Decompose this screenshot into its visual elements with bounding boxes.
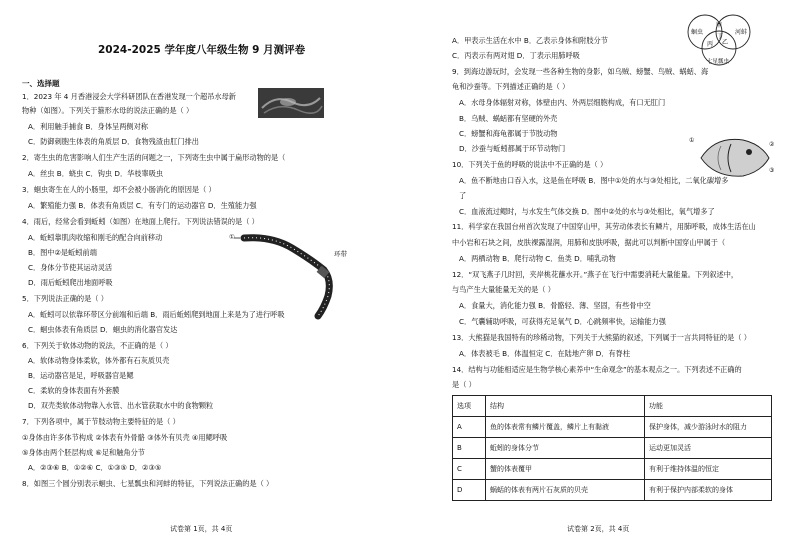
option-line: C．气囊辅助呼吸，可获得充足氧气 D．心跳频率快，运输能力强 (459, 317, 666, 326)
exam-title: 2024-2025 学年度八年级生物 9 月测评卷 (98, 44, 306, 56)
question-line: ①身体由许多体节构成 ②体表有外骨骼 ③体外有贝壳 ④用鳃呼吸 (22, 433, 228, 442)
question-line: 9．到海边游玩时，会发现一些各种生物的身影，如乌贼、螃蟹、鸟贼、蜗蛞、海 (452, 67, 709, 76)
venn-label-b: 河蚌 (735, 29, 748, 36)
table-header-row (453, 396, 772, 417)
table-cell: 蟹的体表覆甲 (486, 459, 645, 480)
venn-label-bing: 丙 (707, 41, 714, 48)
earthworm-label-ring: 环带 (334, 250, 347, 258)
option-line: C．丙表示有两对翅 D．丁表示用肺呼吸 (452, 51, 580, 60)
question-line: 2．寄生虫的危害影响人们生产生活的问题之一，下列寄生虫中属于扁形动物的是（ (22, 153, 286, 162)
question-line: 1．2023 年 4 月香港浸会大学科研团队在香港发现一个超吊水母新 (22, 92, 236, 101)
question-line: 14．结构与功能相适应是生物学核心素养中“生命观念”的基本观点之一。下列表述不正确的 (452, 365, 742, 374)
table-cell: 蚯蚓的身体分节 (486, 438, 645, 459)
question-line: ⑤身体由两个胚层构成 ⑥足和触角分节 (22, 448, 145, 457)
option-line: A．两栖动物 B．爬行动物 C．鱼类 D．哺乳动物 (459, 254, 616, 263)
option-line: B．运动器官是足，呼吸器官是鳃 (28, 371, 134, 380)
option-line: A．体表被毛 B．体温恒定 C．在陆地产卵 D．有脊柱 (459, 349, 631, 358)
venn-label-a: 蛔虫 (691, 29, 704, 36)
table-cell: 蜗蛞的体表有两片石灰质的贝壳 (486, 480, 645, 501)
section-heading: 一、选择题 (22, 79, 60, 88)
venn-label-c: 七星瓢虫 (707, 59, 730, 65)
option-line: C．身体分节使其运动灵活 (28, 263, 113, 272)
venn-label-jia: 甲 (716, 22, 723, 29)
option-line: C．柔软的身体表面有外套膜 (28, 386, 120, 395)
right-page (397, 0, 794, 554)
table-cell: D (453, 480, 486, 501)
venn-diagram (677, 8, 761, 70)
earthworm-figure (232, 228, 352, 320)
question-line: 10．下列关于鱼的呼吸的说法中不正确的是（ ） (452, 160, 608, 169)
table-cell: C (453, 459, 486, 480)
jellyfish-photo (258, 88, 324, 118)
structure-function-table (452, 395, 772, 501)
question-line: 3．蛔虫寄生在人的小肠里，却不会被小肠消化的原因是（ ） (22, 185, 216, 194)
table-cell: A (453, 417, 486, 438)
table-cell: 保护身体，减少游泳时水的阻力 (645, 417, 772, 438)
question-line: 4．雨后，经常会看到蚯蚓（如图）在地面上爬行。下列说法错误的是（ ） (22, 217, 259, 226)
fish-label-2: ② (769, 141, 775, 148)
question-line: 6．下列关于软体动物的说法，不正确的是（ ） (22, 341, 173, 350)
earthworm-label-1: ① (229, 233, 235, 241)
table-row (453, 459, 772, 480)
table-header-cell: 功能 (645, 396, 772, 417)
question-line: 5．下列说法正确的是（ ） (22, 294, 108, 303)
table-row (453, 417, 772, 438)
option-line: A．②③⑥ B．①②⑥ C．①③⑤ D．②③⑤ (28, 463, 162, 472)
venn-label-yi: 乙 (722, 39, 729, 46)
question-line: 是（ ） (452, 380, 476, 389)
option-line: 了 (459, 191, 467, 200)
option-line: A．蚯蚓靠肌肉收缩和刚毛的配合向前移动 (28, 233, 163, 242)
option-line: A．甲表示生活在水中 B．乙表示身体和附肢分节 (452, 36, 608, 45)
page-footer: 试卷第 1页，共 4页 (170, 525, 233, 533)
table-row (453, 480, 772, 501)
option-line: D．沙蚕与蚯蚓都属于环节动物门 (459, 144, 566, 153)
question-line: 8．如图三个圆分别表示蛔虫、七星瓢虫和河蚌的特征，下列说法正确的是（ ） (22, 479, 274, 488)
option-line: A．蚯蚓可以依靠环带区分前端和后端 B．雨后蚯蚓爬到地面上来是为了进行呼吸 (28, 310, 285, 319)
table-cell: 有利于保护内部柔软的身体 (645, 480, 772, 501)
question-line: 物种（如图）。下列关于箍形水母的说法正确的是（ ） (22, 106, 194, 115)
table-header-cell: 选项 (453, 396, 486, 417)
question-line: 11．科学家在我国台州首次发现了中国穿山甲，其劳动体表长有鳞片，用肺呼吸，成体生活在山 (452, 222, 756, 231)
option-line: A．水母身体辐射对称，体壁由内、外两层细胞构成，有口无肛门 (459, 98, 666, 107)
table-cell: 有利于维持体温的恒定 (645, 459, 772, 480)
question-line: 龟和沙蚕等。下列描述正确的是（ ） (452, 82, 570, 91)
fish-label-1: ① (689, 137, 695, 144)
option-line: D．双壳类软体动物靠入水管、出水管获取水中的食物颗粒 (28, 401, 214, 410)
table-row (453, 438, 772, 459)
option-line: A．软体动物身体柔软，体外都有石灰质贝壳 (28, 356, 170, 365)
option-line: A．利用触手捕食 B．身体呈两侧对称 (28, 122, 148, 131)
option-line: A．繁殖能力强 B．体表有角质层 C．有专门的运动器官 D．生殖能力强 (28, 201, 257, 210)
venn-label-ding: 丁 (717, 33, 724, 40)
page-footer: 试卷第 2页，共 4页 (567, 525, 630, 533)
option-line: D．雨后蚯蚓爬出地面呼吸 (28, 278, 113, 287)
option-line: C．蛔虫体表有角质层 D．蛔虫的消化器官发达 (28, 325, 178, 334)
question-line: 12．“双飞燕子几时回，夹岸桃花蘸水开。”燕子在飞行中需要消耗大量能量。下列叙述中， (452, 270, 739, 279)
option-line: B．图中②是蚯蚓前端 (28, 248, 97, 257)
question-line: 7．下列各项中，属于节肢动物主要特征的是（ ） (22, 417, 180, 426)
question-line: 13．大熊猫是我国特有的珍稀动物，下列关于大熊猫的叙述，下列属于一言共同特征的是（ ） (452, 333, 751, 342)
option-line: A．丝虫 B．蛲虫 C．钩虫 D．华枝睾吸虫 (28, 169, 164, 178)
option-line: B．乌贼、蜗蛞都有坚硬的外壳 (459, 114, 558, 123)
fish-figure (695, 132, 775, 180)
table-cell: 鱼的体表常有鳞片覆盖，鳞片上有黏液 (486, 417, 645, 438)
option-line: A．食量大，消化能力强 B．骨骼轻、薄、坚固，有些骨中空 (459, 301, 651, 310)
option-line: C．防御刺胞生体表的角质层 D．食物残渣由肛门排出 (28, 137, 199, 146)
table-cell: 运动更加灵活 (645, 438, 772, 459)
option-line: A．鱼不断地由口吞入水，这是鱼在呼吸 B．图中①处的水与③处相比，二氧化碳增多 (459, 176, 729, 185)
option-line: C．螃蟹和海龟都属于节肢动物 (459, 129, 558, 138)
table-header-cell: 结构 (486, 396, 645, 417)
option-line: C．血液流过鳃时，与水发生气体交换 D．图中②处的水与③处相比，氧气增多了 (459, 207, 715, 216)
table-cell: B (453, 438, 486, 459)
question-line: 与鸟产生大量能量无关的是（ ） (452, 285, 555, 294)
fish-label-3: ③ (769, 167, 775, 174)
question-line: 中小岩和石块之间，皮肤裸露湿润，用肺和皮肤呼吸，据此可以判断中国穿山甲属于（ (452, 238, 726, 247)
